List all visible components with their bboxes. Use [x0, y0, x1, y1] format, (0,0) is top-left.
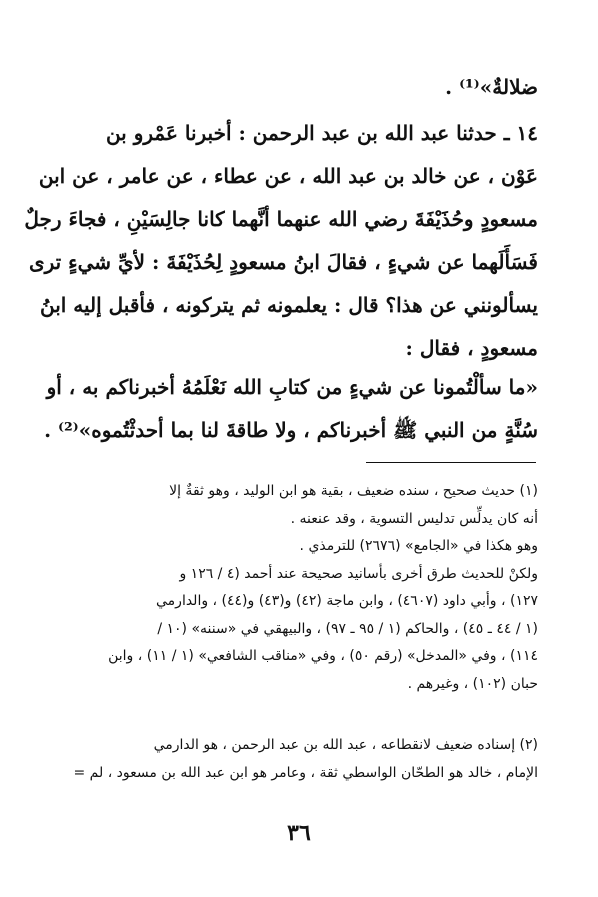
footnote-line: أنه كان يدلِّس تدليس التسوية ، وقد عنعنه .	[290, 510, 538, 527]
text-line: مسعودٍ ، فقال :	[405, 336, 538, 360]
footnote-line: (١ / ٤٤ ـ ٤٥) ، والحاكم (١ / ٩٥ ـ ٩٧) ، والبيهقي في «سننه» (١٠ /	[157, 620, 538, 637]
footnote-line: الإمام ، خالد هو الطحّان الواسطي ثقة ، وعامر هو ابن عبد الله بن مسعود ، لم =	[73, 764, 538, 781]
text-line: «ما سألْتُمونا عن شيءٍ من كتابِ الله نَعْلَمُهُ أخبرناكم به ، أو	[46, 375, 538, 399]
text-line: ١٤ ـ حدثنا عبد الله بن عبد الرحمن : أخبرنا عَمْرو بن	[105, 121, 538, 145]
text-line: يسألونني عن هذا؟ قال : يعلمونه ثم يتركونه ، فأقبل إليه ابنُ	[39, 293, 538, 317]
footnote-line: وهو هكذا في «الجامع» (٢٦٧٦) للترمذي .	[299, 538, 538, 554]
text-line: مسعودٍ وحُذَيْفَةَ رضي الله عنهما أنَّهما كانا جالِسَيْنِ ، فجاءَ رجلٌ	[24, 207, 538, 231]
text-line: ضلالةٌ»⁽¹⁾ .	[445, 75, 538, 99]
footnote-line: حبان (١٠٢) ، وغيرهم .	[407, 675, 538, 692]
footnote-2	[72, 732, 538, 787]
footnote-line: ١٢٧) ، وأبي داود (٤٦٠٧) ، وابن ماجة (٤٢) و(٤٣) و(٤٤) ، والدارمي	[156, 593, 538, 609]
main-text-opening	[72, 66, 538, 109]
footnote-line: ١١٤) ، وفي «المدخل» (رقم ٥٠) ، وفي «مناقب الشافعي» (١ / ١١) ، وابن	[108, 648, 538, 664]
hadith-paragraph	[24, 112, 538, 370]
text-line: سُنَّةٍ من النبي ﷺ أخبرناكم ، ولا طاقةَ لنا بما أحدثْتُموه»⁽²⁾ .	[44, 418, 538, 442]
footnote-line: ولكنْ للحديث طرق أخرى بأسانيد صحيحة عند أحمد (٤ / ١٢٦ و	[179, 565, 538, 582]
text-line: عَوْن ، عن خالد بن عبد الله ، عن عطاء ، عن عامر ، عن ابن	[38, 164, 538, 188]
page-number: ٣٦	[287, 820, 311, 846]
text-line: فَسَأَلَهما عن شيءٍ ، فقالَ ابنُ مسعودٍ لِحُذَيْفَةَ : لأيِّ شيءٍ ترى	[28, 250, 538, 274]
footnote-line: (٢) إسناده ضعيف لانقطاعه ، عبد الله بن عبد الرحمن ، هو الدارمي	[153, 737, 538, 753]
footnote-1	[72, 478, 538, 698]
footnote-line: (١) حديث صحيح ، سنده ضعيف ، بقية هو ابن الوليد ، وهو ثقةٌ إلا	[169, 483, 538, 499]
quoted-statement	[44, 366, 538, 452]
footnote-separator	[366, 462, 536, 463]
